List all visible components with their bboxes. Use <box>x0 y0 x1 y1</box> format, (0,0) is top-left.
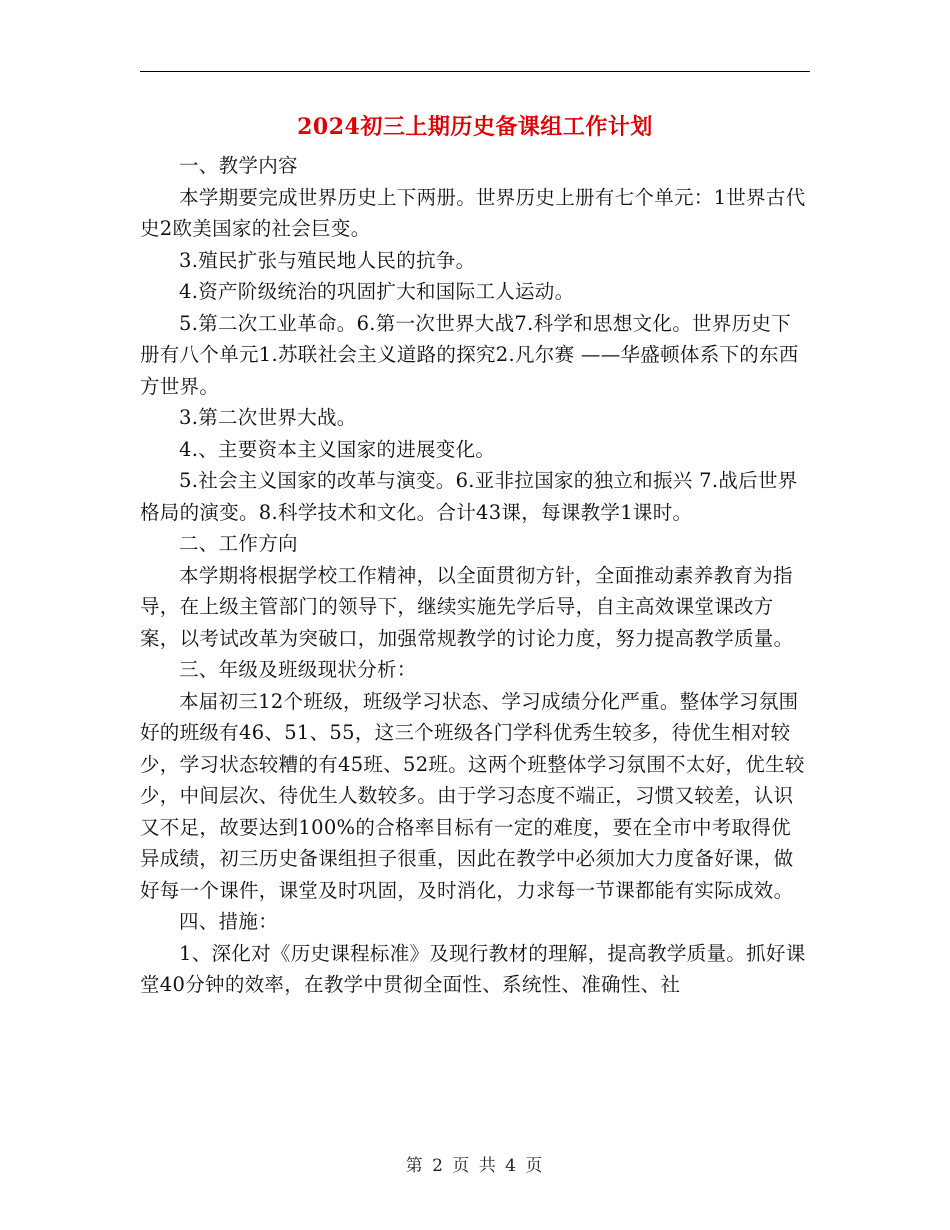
page-number: 第 2 页 共 4 页 <box>405 1156 545 1176</box>
paragraph-volume-overview: 本学期要完成世界历史上下两册。世界历史上册有七个单元：1世界古代史2欧美国家的社会巨变。 <box>140 185 806 240</box>
document-body <box>140 150 810 1001</box>
paragraph-unit-4: 4.资产阶级统治的巩固扩大和国际工人运动。 <box>179 280 575 303</box>
heading-measures: 四、措施： <box>179 910 279 933</box>
document-title: 2024初三上期历史备课组工作计划 <box>297 114 653 140</box>
header-rule <box>140 71 810 72</box>
paragraph-measure-1: 1、深化对《历史课程标准》及现行教材的理解，提高教学质量。抓好课堂40分钟的效率，在教学中贯彻全面性、系统性、准确性、社 <box>140 941 806 996</box>
heading-teaching-content: 一、教学内容 <box>179 154 298 177</box>
paragraph-unit-5-7: 5.第二次工业革命。6.第一次世界大战7.科学和思想文化。世界历史下册有八个单元1.苏联社会主义道路的探究2.凡尔赛 ——华盛顿体系下的东西方世界。 <box>140 311 799 398</box>
paragraph-class-analysis: 本届初三12个班级，班级学习状态、学习成绩分化严重。整体学习氛围好的班级有46、51、55，这三个班级各门学科优秀生较多，待优生相对较少，学习状态较糟的有45班、52班。这两个班整体学习氛围不太好，优生较少，中间层次、待优生人数较多。由于学习态度不端正，习惯又较差，认识又不足，故要达到100%的合格率目标有一定的难度，要在全市中考取得优异成绩，初三历史备课组担子很重，因此在教学中必须加大力度备好课，做好每一个课件，课堂及时巩固，及时消化，力求每一节课都能有实际成效。 <box>140 689 805 902</box>
paragraph-unit-3: 3.殖民扩张与殖民地人民的抗争。 <box>179 248 476 272</box>
paragraph-lower-unit-4: 4.、主要资本主义国家的进展变化。 <box>179 437 496 461</box>
paragraph-lower-unit-5-8: 5.社会主义国家的改革与演变。6.亚非拉国家的独立和振兴 7.战后世界格局的演变。8.科学技术和文化。合计43课，每课教学1课时。 <box>140 469 798 524</box>
heading-class-analysis: 三、年级及班级现状分析： <box>179 658 417 681</box>
paragraph-work-direction: 本学期将根据学校工作精神，以全面贯彻方针，全面推动素养教育为指导，在上级主管部门的领导下，继续实施先学后导，自主高效课堂课改方案，以考试改革为突破口，加强常规教学的讨论力度，努力提高教学质量。 <box>140 563 794 650</box>
paragraph-lower-unit-3: 3.第二次世界大战。 <box>179 406 357 429</box>
heading-work-direction: 二、工作方向 <box>179 532 298 555</box>
